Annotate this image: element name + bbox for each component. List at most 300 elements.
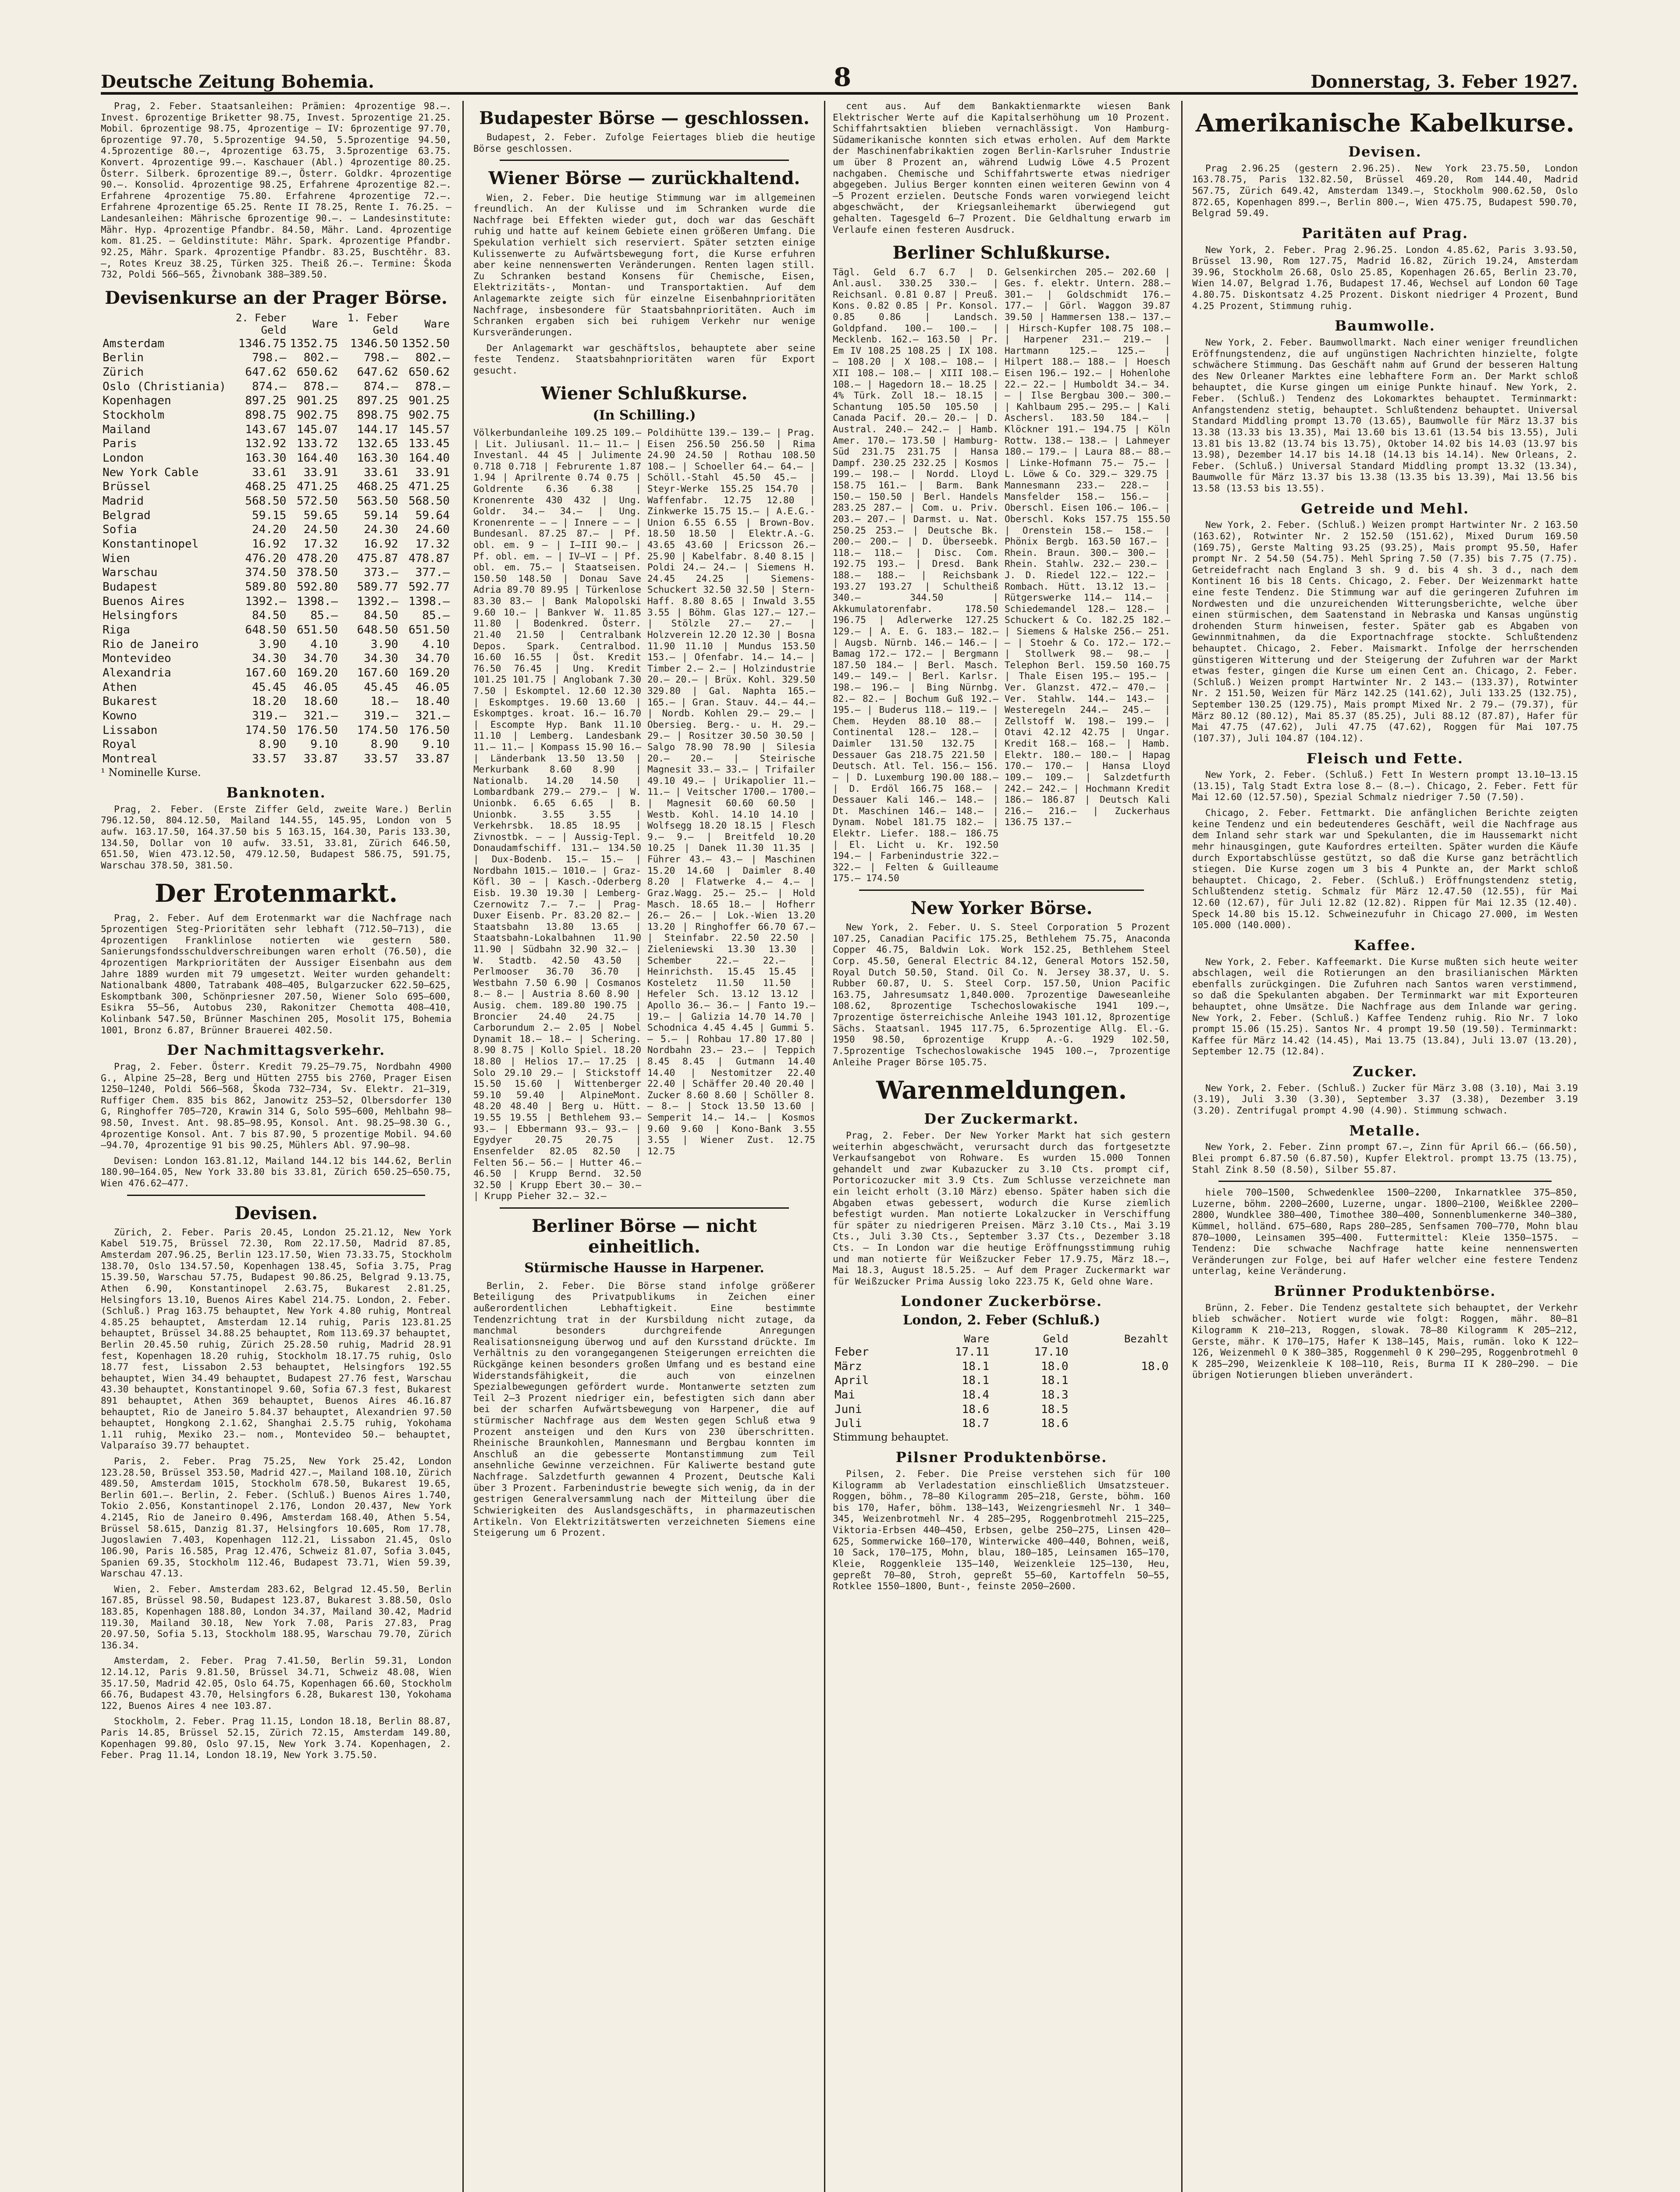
table-cell: 471.25 xyxy=(296,480,338,494)
table-cell: 33.91 xyxy=(415,466,450,479)
devisen-row xyxy=(101,337,451,351)
table-cell: 4.10 xyxy=(422,637,450,651)
kaffee-heading: Kaffee. xyxy=(1354,936,1416,954)
devisen-row xyxy=(101,380,451,394)
table-cell: 9.10 xyxy=(422,738,450,751)
table-cell: 16.92 xyxy=(252,537,287,551)
divider xyxy=(127,1195,425,1196)
table-cell: 164.40 xyxy=(408,451,450,465)
table-cell: 798.— xyxy=(364,351,398,365)
table-cell: 18.20 xyxy=(252,695,287,708)
banknoten-text: Prag, 2. Feber. (Erste Ziffer Geld, zweite Ware.) Berlin 796.12.50, 804.12.50, Mailand 144.55, 145.95, London von 5 aufw. 163.17.50, 164.37.50 bis 5 163.15, 164.30, Paris 133.30, 134.50, Dollar von 10 aufw. 33.51, 33.81, Zürich 646.50, 651.50, Wien 473.12.50, 479.12.50, Budapest 586.75, 591.75, Warschau 378.50, 381.50. xyxy=(101,804,451,871)
metalle-heading: Metalle. xyxy=(1349,1122,1421,1139)
pilsner-cont-text: hiele 700—1500, Schwedenklee 1500—2200, Inkarnatklee 375—850, Luzerne, böhm. 2200—2600, Luzerne, ungar. 1800—2100, Weißklee 2200—2800, Wundklee 380—400, Timothee 380—400, Sonnenblumenkerne 340—380, Kümmel, holländ. 675—680, Raps 280—285, Senfsamen 700—770, Mohn blau 870—1000, Leinsamen 395—400. Futtermittel: Kleie 1350—1575. — Tendenz: Die schwache Nachfrage hatte keine nennenswerten Veränderungen zur Folge, bei auf Hafer welcher eine festere Tendenz unterlag, keine Veränderung. xyxy=(1192,1187,1578,1277)
table-cell: 18.7 xyxy=(962,1417,990,1430)
table-cell: 59.14 xyxy=(364,509,398,522)
table-cell: 3.90 xyxy=(370,637,398,651)
table-cell: Riga xyxy=(103,623,130,637)
berlin-sub: Stürmische Hausse in Harpener. xyxy=(524,1260,764,1276)
table-cell: 18.1 xyxy=(962,1374,990,1388)
table-cell: 24.60 xyxy=(415,523,450,537)
zuckermarkt-text: Prag, 2. Feber. Der New Yorker Markt hat sich gestern weiterhin abgeschwächt, verursacht durch das fortgesetzte Verkaufsangebot von Rohware. Es wurden 15.000 Tonnen gehandelt und zwar Kubazucker zu 3.10 Cts. prompt cif, Portoricozucker mit 3.9 Cts. Zum Schlusse verzeichnete man ein leicht erholt (3.10 März) ebenso. Später haben sich die Abgaben etwas gebessert, wodurch die Kurse ziemlich befestigt wurden. Man notierte Lokalzucker in Verschiffung für später zu niedrigeren Preisen. März 3.10 Cts., Mai 3.19 Cts., Juli 3.30 Cts., September 3.37 Cts., Dezember 3.18 Cts. — In London war die heutige Eröffnungsstimmung ruhig und man notierte für Weißzucker Feber 17.9.75, März 18.—, Mai 18.3, August 18.5.25. — Auf dem Prager Zuckermarkt war für Weißzucker Prima Aussig loko 223.75 K, Geld ohne Ware. xyxy=(833,1130,1170,1287)
table-cell: 18.60 xyxy=(303,695,338,708)
table-cell: 902.75 xyxy=(296,408,338,422)
devisen-row xyxy=(101,365,451,380)
table-cell: 33.91 xyxy=(303,466,338,479)
kaffee-text: New York, 2. Feber. Kaffeemarkt. Die Kurse mußten sich heute weiter abschlagen, weil die Rotierungen an den brasilianischen Märkten ebenfalls zurückgingen. Die Zufuhren nach Santos waren verstimmend, so daß die Spekulanten abgaben. Der Terminmarkt war mit Exporteuren behauptet, ohne Umsätze. Die Nachfrage aus dem Inlande war gering. New York, 2. Feber. (Schluß.) Kaffee Tendenz ruhig. Rio Nr. 7 loko prompt 15.06 (15.25). Santos Nr. 4 prompt 19.50 (19.50). Terminmarkt: Kaffee für März 14.42 (14.45), Mai 13.75 (13.84), Juli 13.07 (13.20), September 12.75 (12.84). xyxy=(1192,956,1578,1057)
table-cell: 167.60 xyxy=(245,666,287,680)
devisen-row xyxy=(101,451,451,466)
zucker-row xyxy=(833,1374,1170,1388)
table-cell: 476.20 xyxy=(245,552,287,565)
column-rule xyxy=(1181,101,1183,2192)
table-cell: 34.30 xyxy=(364,652,398,665)
table-cell: Warschau xyxy=(103,566,158,580)
bruenner-heading: Brünner Produktenbörse. xyxy=(1274,1283,1496,1300)
table-cell: Konstantinopel xyxy=(103,537,199,551)
nachmittag-text: Prag, 2. Feber. Österr. Kredit 79.25—79.75, Nordbahn 4900 G., Alpine 25—28, Berg und Hütten 2755 bis 2760, Prager Eisen 1250—1240, Poldi 566—568, Škoda 732—734, Sv. Elektr. 21—319, Ruffiger Chem. 835 bis 862, Janowitz 253—52, Olbersdorfer 130 G, Ringhoffer 705—720, Krawin 314 G, Solo 595—600, Mehlbahn 98—98.50, Invest. Ant. 98.85—98.95, Konsol. Ant. 98.25—98.30 G., 4prozentige Konsol. Ant. 7 bis 87.90, 5 prozentige Mobil. 94.60—94.70, 4prozentige 91 bis 90.25, Mühlers Abl. 97.90—98. xyxy=(101,1061,451,1151)
table-cell: Buenos Aires xyxy=(103,594,185,608)
table-header-cell: 2. Feber Geld xyxy=(235,311,287,337)
table-cell: 169.20 xyxy=(296,666,338,680)
table-cell: Lissabon xyxy=(103,723,158,737)
paritaeten-heading: Paritäten auf Prag. xyxy=(1301,224,1469,242)
berlin-heading: Berliner Börse — nicht einheitlich. xyxy=(532,1215,757,1257)
nachmittag-heading: Der Nachmittagsverkehr. xyxy=(167,1042,386,1059)
getreide-text: New York, 2. Feber. (Schluß.) Weizen prompt Hartwinter Nr. 2 163.50 (163.62), Rotwinter Nr. 2 152.50 (151.62), Mixed Durum 169.50 (169.75), Gerste Malting 93.25 (93.25), Mais prompt 95.50, Hafer prompt Nr. 2 54.50 (54.75). Mehl Spring 7.50 (7.35) bis 7.75 (7.75). Getreidefracht nach England 3 sh. 9 d. bis 4 sh. 3 d., nach dem Kontinent 16 bis 18 Cents. Chicago, 2. Feber. Der Weizenmarkt hatte eine feste Tendenz. Die Stimmung war auf die geringeren Zufuhren im Nordwesten und die unzureichenden Witterungsberichte, welche über einen stürmischen, dem Saatenstand in Nebraska und Kansas ungünstig drohenden Sturm hinweisen, fester. Später gab es Abgaben von Gewinnmitnahmen, da die Exportnachfrage stockte. Schlußtendenz behauptet. Chicago, 2. Feber. Maismarkt. Infolge der herrschenden günstigeren Witterung und der Steigerung der Zufuhren war der Markt etwas fester, gingen die Kurse um einen Cent an. Chicago, 2. Feber. (Schluß.) Weizen prompt Hartwinter Nr. 2 143.— (133.37), Rotwinter Nr. 2 151.50, Weizen für März 142.25 (141.62), Juli 133.25 (132.75), September 130.25 (129.75), Mais prompt Mixed Nr. 2 79.— (79.37), für März 80.12 (80.12), Mai 85.37 (85.25), Juli 88.12 (87.87), Hafer für Mai 47.75 (47.62), Juli 47.75 (47.62), Roggen für Mai 107.75 (107.37), Juli 104.87 (104.12). xyxy=(1192,520,1578,744)
table-cell: Sofia xyxy=(103,523,137,537)
table-cell: 1346.50 xyxy=(350,337,398,350)
table-cell: 18.— xyxy=(370,695,398,708)
table-cell: 3.90 xyxy=(259,637,287,651)
table-cell: 18.0 xyxy=(1041,1359,1069,1373)
table-cell: Brüssel xyxy=(103,480,151,494)
devisen-row xyxy=(101,666,451,680)
table-cell: Belgrad xyxy=(103,509,151,522)
table-cell: Alexandria xyxy=(103,666,171,680)
table-cell: 319.— xyxy=(364,709,398,723)
table-header-cell: Ware xyxy=(964,1332,990,1345)
devisen-amsterdam-text: Amsterdam, 2. Feber. Prag 7.41.50, Berlin 59.31, London 12.14.12, Paris 9.81.50, Brüssel 34.71, Schweiz 48.08, Wien 35.17.50, Madrid 42.05, Oslo 64.75, Kopenhagen 66.60, Stockholm 66.76, Budapest 43.70, Helsingfors 6.28, Bukarest 130, Yokohama 122, Buenos Aires 4 nee 103.87. xyxy=(101,1655,451,1711)
table-header-cell: 1. Feber Geld xyxy=(347,311,398,337)
devisen-text: Prag 2.96.25 (gestern 2.96.25). New York 23.75.50, London 163.78.75, Paris 132.82.50, Brüssel 469.20, Rom 144.40, Madrid 567.75, Zürich 649.42, Amsterdam 1349.—, Stockholm 900.62.50, Oslo 872.65, Kopenhagen 899.—, Berlin 800.—, Wien 475.75, Budapest 590.70, Belgrad 59.49. xyxy=(1192,163,1578,219)
table-cell: 568.50 xyxy=(408,494,450,508)
table-cell: 132.92 xyxy=(245,437,287,451)
table-cell: 647.62 xyxy=(357,365,398,379)
table-cell: 45.45 xyxy=(252,680,287,694)
devisen-row xyxy=(101,651,451,666)
page-number: 8 xyxy=(833,62,852,92)
table-cell: 650.62 xyxy=(296,365,338,379)
table-cell: 145.07 xyxy=(296,423,338,436)
table-cell: 33.57 xyxy=(252,752,287,766)
table-cell: 59.64 xyxy=(415,509,450,522)
devisen-row xyxy=(101,752,451,766)
table-cell: 373.— xyxy=(364,566,398,580)
table-cell: Juli xyxy=(835,1417,862,1430)
zuckermarkt-heading: Der Zuckermarkt. xyxy=(924,1110,1079,1128)
table-cell: 8.90 xyxy=(370,738,398,751)
table-cell: 468.25 xyxy=(357,480,398,494)
table-cell: 478.87 xyxy=(408,552,450,565)
table-cell: New York Cable xyxy=(103,466,199,479)
table-cell: 18.40 xyxy=(415,695,450,708)
wiener-schluss-sub: (In Schilling.) xyxy=(593,407,696,423)
berlin-cont-text: cent aus. Auf dem Bankaktienmarkte wiesen Bank Elektrischer Werte auf die Kapitalserhöhung um 10 Prozent. Schiffahrtsaktien blieben vernachlässigt. Von Hamburg-Südamerikanische konnten sich etwas erholen. Auf dem Markte der Maschinenfabrikaktien zogen Berlin-Karlsruher Industrie um über 8 Prozent an, während Ludwig Löwe 4.5 Prozent nachgaben. Chemische und Schiffahrtswerte etwas niedriger abgegeben. Julius Berger konnten einen weiteren Gewinn von 4—5 Prozent erzielen. Deutsche Fonds waren vorwiegend leicht abgeschwächt, der Kriegsanleihemarkt überwiegend gut gehalten. Tagesgeld 6—7 Prozent. Die Geldhaltung erwarb im Verlaufe einen festeren Ausdruck. xyxy=(833,101,1170,235)
table-header-cell: Ware xyxy=(313,318,338,331)
devisen-row xyxy=(101,580,451,594)
devisen-row xyxy=(101,537,451,552)
bruenner-text: Brünn, 2. Feber. Die Tendenz gestaltete sich behauptet, der Verkehr blieb schwächer. Notiert wurde wie folgt: Roggen, mähr. 80—81 Kilogramm K 210—213, Roggen, slowak. 78—80 Kilogramm K 205—212, Gerste, mähr. K 170—175, Hafer K 138—145, Mais, rumän. loko K 122—126, Weizenmehl 0 K 380—385, Roggenmehl 0 K 290—295, Roggenbrotmehl 0 K 285—290, Weizenkleie K 108—110, Reis, Burma II K 280—290. — Die übrigen Notierungen blieben unverändert. xyxy=(1192,1302,1578,1381)
london-zucker-sub: London, 2. Feber (Schluß.) xyxy=(903,1313,1100,1328)
table-cell: Mai xyxy=(835,1388,855,1402)
zucker-row xyxy=(833,1388,1170,1402)
fettmarkt-text: Chicago, 2. Feber. Fettmarkt. Die anfänglichen Berichte zeigten keine Tendenz und ein bedeutenderes Geschäft, weil die Nachfrage aus dem Inland sehr stark war und Spekulanten, die im Haussemarkt nicht mehr hinausgingen, gute Kaufordres erteilten. Später wurden die Käufe durch Exportabschlüsse gestützt, so daß die Kurse ganz beträchtlich stiegen. Die Kurse zogen um 3 bis 4 Punkte an, der Markt schloß behauptet. Chicago, 2. Feber. (Schluß.) Eröffnungstendenz stetig, Schlußtendenz stetig. Schmalz für März 12.47.50 (12.55), für Mai 12.60 (12.67), für Juli 12.82 (12.82). Rippen für Mai 12.35 (12.40). Speck 14.80 bis 15.12. Schweinezufuhr in Chicago 27.000, im Westen 105.000 (140.000). xyxy=(1192,808,1578,931)
table-cell: 17.32 xyxy=(415,537,450,551)
table-cell: Stockholm xyxy=(103,408,164,422)
table-cell: Oslo (Christiania) xyxy=(103,380,226,393)
devisen-row xyxy=(101,523,451,537)
table-cell: 1392.— xyxy=(245,594,287,608)
table-cell: 648.50 xyxy=(357,623,398,637)
table-header-cell: Ware xyxy=(424,318,450,331)
table-cell: 897.25 xyxy=(357,394,398,408)
masthead-left: Deutsche Zeitung Bohemia. xyxy=(101,71,374,92)
table-cell: 802.— xyxy=(303,351,338,365)
table-cell: 1392.— xyxy=(357,594,398,608)
london-zucker-table xyxy=(833,1333,1170,1431)
devisen-row xyxy=(101,709,451,723)
table-cell: 144.17 xyxy=(357,423,398,436)
table-cell: 592.77 xyxy=(408,580,450,594)
table-cell: 18.5 xyxy=(1041,1402,1069,1416)
table-cell: 568.50 xyxy=(245,494,287,508)
table-cell xyxy=(1070,1402,1170,1417)
table-cell: 18.6 xyxy=(1041,1417,1069,1430)
zucker-row xyxy=(833,1416,1170,1431)
table-cell: 9.10 xyxy=(310,738,338,751)
table-cell: 1352.75 xyxy=(290,337,338,350)
table-header-cell xyxy=(833,1333,912,1345)
wien-text-2: Der Anlagemarkt war geschäftslos, behauptete aber seine feste Tendenz. Staatsbahnprioritäten waren für Export gesucht. xyxy=(473,342,815,376)
table-cell: Montreal xyxy=(103,752,158,766)
footnote: ¹ Nominelle Kurse. xyxy=(101,766,201,779)
table-cell: 1398.— xyxy=(296,594,338,608)
divider xyxy=(500,1207,789,1209)
table-cell: 901.25 xyxy=(296,394,338,408)
devisen-row xyxy=(101,437,451,451)
table-cell: 163.30 xyxy=(357,451,398,465)
devisen-row xyxy=(101,594,451,609)
table-cell: 133.45 xyxy=(408,437,450,451)
new-york-heading: New Yorker Börse. xyxy=(910,898,1093,919)
london-zucker-foot: Stimmung behauptet. xyxy=(833,1430,949,1443)
banknoten-heading: Banknoten. xyxy=(226,784,326,801)
column-rule xyxy=(462,101,464,2192)
table-cell: 651.50 xyxy=(296,623,338,637)
table-cell: 169.20 xyxy=(408,666,450,680)
devisen-row xyxy=(101,394,451,408)
warenmeldungen-heading: Warenmeldungen. xyxy=(876,1076,1127,1105)
table-header-cell: Geld xyxy=(1043,1332,1069,1345)
table-cell: Paris xyxy=(103,437,137,451)
erotenmarkt-text: Prag, 2. Feber. Auf dem Erotenmarkt war die Nachfrage nach 5prozentigen Steg-Prioritäten sehr lebhaft (712.50—713), die 4prozentigen Franklinlose notierten wie gestern 580. Sanierungsfondsschuldverschreibungen waren erholt (76.50), die 4prozentigen Markprioritäten der Aussiger Eisenbahn aus dem Jahre 1889 wurden mit 79 umgesetzt. Weiter wurden gehandelt: Nationalbank 4800, Tatrabank 408—405, Bulgarzucker 622.50—625, Eskomptbank 300, Schönpriesner 207.50, Wiener Solo 695—600, Esikra 55—56, Autobus 230, Rakonitzer Chemotta 408—410, Kolinbank 547.50, Brünner Maschinen 205, Mosolit 175, Bohemia 1001, Bronz 6.87, Brünner Brauerei 402.50. xyxy=(101,912,451,1036)
table-cell: 18.6 xyxy=(962,1402,990,1416)
fleisch-text: New York, 2. Feber. (Schluß.) Fett In Western prompt 13.10—13.15 (13.15), Talg Stadt Extra lose 8.— (8.—). Chicago, 2. Feber. Fett für Mai 12.60 (12.57.50), Spezial Schmalz niedriger 7.50 (7.50). xyxy=(1192,769,1578,803)
table-cell: Zürich xyxy=(103,365,144,379)
table-cell: 176.50 xyxy=(408,723,450,737)
divider xyxy=(500,160,789,161)
table-cell: 902.75 xyxy=(408,408,450,422)
table-cell: 898.75 xyxy=(245,408,287,422)
table-cell: 378.50 xyxy=(296,566,338,580)
wien-heading: Wiener Börse — zurückhaltend. xyxy=(488,168,800,189)
table-cell: 651.50 xyxy=(408,623,450,637)
devisen-row xyxy=(101,566,451,580)
london-zucker-heading: Londoner Zuckerbörse. xyxy=(900,1293,1103,1310)
table-cell: London xyxy=(103,451,144,465)
nachmittag-devisen: Devisen: London 163.81.12, Mailand 144.12 bis 144.62, Berlin 180.90—164.05, New York 33.80 bis 33.81, Zürich 650.25—650.75, Wien 476.62—477. xyxy=(101,1155,451,1189)
table-cell: Juni xyxy=(835,1402,862,1416)
erotenmarkt-heading: Der Erotenmarkt. xyxy=(154,879,398,908)
budapest-heading: Budapester Börse — geschlossen. xyxy=(479,108,810,128)
table-cell: April xyxy=(835,1374,869,1388)
table-cell: 34.30 xyxy=(252,652,287,665)
table-cell: 24.20 xyxy=(252,523,287,537)
table-cell: 34.70 xyxy=(303,652,338,665)
table-cell: 321.— xyxy=(415,709,450,723)
table-cell xyxy=(1070,1388,1170,1402)
table-cell: 164.40 xyxy=(296,451,338,465)
devisen-row xyxy=(101,737,451,752)
baumwolle-text: New York, 2. Feber. Baumwollmarkt. Nach einer weniger freundlichen Eröffnungstendenz, die auf ungünstigen Nachrichten hinzielte, folgte schwächere Stimmung. Das Geschäft nahm auf Grund der besseren Haltung des New Orleaner Marktes eine lebhaftere Form an. Der Markt schloß behauptet, die Kurse gingen um einige Punkte hinauf. New York, 2. Feber. (Schluß.) Tendenz des Lokomarktes behauptet. Terminmarkt: Anfangstendenz stetig, behauptet. Schlußtendenz behauptet. Universal Standard Middling prompt 13.70 (13.65), Baumwolle für März 13.37 bis 13.38 (13.33 bis 13.35), Mai 13.60 bis 13.61 (13.54 bis 13.55), Juli 13.81 bis 13.82 (13.74 bis 13.75), Oktober 14.02 bis 14.03 (13.97 bis 13.98), Dezember 14.17 bis 14.18 (14.13 bis 14.14). New Orleans, 2. Feber. (Schluß.) Universal Standard Middling prompt 13.32 (13.34), Baumwolle für März 13.37 bis 13.38 (13.35 bis 13.39), Mai 13.56 bis 13.58 (13.53 bis 13.55). xyxy=(1192,337,1578,494)
table-cell: 143.67 xyxy=(245,423,287,436)
page-header xyxy=(101,62,1578,95)
table-cell: 163.30 xyxy=(245,451,287,465)
table-cell xyxy=(1070,1374,1170,1388)
table-cell: 1346.75 xyxy=(238,337,287,350)
table-cell: 16.92 xyxy=(364,537,398,551)
zucker-row xyxy=(833,1402,1170,1417)
table-cell: 1352.50 xyxy=(401,337,450,350)
table-cell: 377.— xyxy=(415,566,450,580)
table-cell: 45.45 xyxy=(364,680,398,694)
table-cell: 901.25 xyxy=(408,394,450,408)
berlin-text: Berlin, 2. Feber. Die Börse stand infolge größerer Beteiligung des Privatpublikums in Zeichen einer außerordentlichen Lebhaftigkeit. Eine bestimmte Tendenzrichtung trat in der Kursbildung nicht zutage, da manchmal besonders durchgreifende Anregungen Realisationsneigung überwog und auf den Kursstand drückte. Im Verhältnis zu den vorangegangenen Steigerungen erreichten die Rückgänge keinen besonders großen Umfang und es bestand eine Widerstandsfähigkeit, die auch von einzelnen Spezialbewegungen gefördert wurde. Montanwerte setzten zum Teil 2—3 Prozent niedriger ein, befestigten sich dann aber bei der scharfen Aufwärtsbewegung von Harpener, die auf stürmischer Nachfrage aus dem Westen gegen Schluß etwa 9 Prozent ansteigen und den Kurs von 230 überschritten. Rheinische Braunkohlen, Mannesmann und Bergbau konnten im Anschluß an die gebesserte Montanstimmung zum Teil ansehnliche Gewinne verzeichnen. Für Kaliwerte bestand gute Nachfrage. Salzdetfurth gewannen 4 Prozent, Deutsche Kali über 3 Prozent. Farbenindustrie bewegte sich wenig, da in der gestrigen Generalversammlung nach der Mitteilung über die Schwierigkeiten des Auslandsgeschäfts, in pharmazeutischen Artikeln. Von Elektrizitätswerten verzeichneten Siemens eine Steigerung um 6 Prozent. xyxy=(473,1280,815,1538)
devisen-stockholm-text: Stockholm, 2. Feber. Prag 11.15, London 18.18, Berlin 88.87, Paris 14.85, Brüssel 52.15, Zürich 72.15, Amsterdam 149.80, Kopenhagen 99.80, Oslo 97.15, New York 3.74. Kopenhagen, 2. Feber. Prag 11.14, London 18.19, New York 3.75.50. xyxy=(101,1716,451,1761)
table-cell: 475.87 xyxy=(357,552,398,565)
table-cell: 478.20 xyxy=(296,552,338,565)
wiener-schluss-left: Völkerbundanleihe 109.25 109.— | Lit. Juliusanl. 11.— 11.— | Investanl. 44 45 | Julimente 0.718 0.718 | Februrente 1.87 1.94 | Aprilrente 0.74 0.75 | Goldrente 6.36 6.38 | Kronenrente 430 432 | Ung. Goldr. 34.— 34.— | Ung. Kronenrente — — | Innere — — | Bundesanl. 87.25 87.— | Pf. obl. em. 9 — | I—III 90.— | Pf. obl. em. — | IV—VI — | Pf. obl. em. 75.— | Staatseisen. 150.50 148.50 | Donau Save Adria 89.70 89.95 | Türkenlose 83.30 83.— | Bank Malopolski 9.60 10.— | Bankver W. 11.85 11.80 | Bodenkred. Österr. 21.40 21.50 | Centralbank Depos. Spark. Centralbod. 16.60 16.55 | Öst. Kredit 76.50 76.45 | Ung. Kredit 101.25 101.75 | Anglobank 7.30 7.50 | Eskomptel. 12.60 12.30 | Eskomptges. 19.60 13.60 | Eskomptges. kroat. 16.— 16.70 | Escompte Hyp. Bank 11.10 11.10 | Lemberg. Landesbank 11.— 11.— | Kompass 15.90 16.— | Länderbank 13.50 13.50 | Merkurbank 8.60 8.90 | Nationalb. 14.20 14.50 | Lombardbank 279.— 279.— | W. Unionbk. 6.65 6.65 | B. Unionbk. 3.55 3.55 | Verkehrsbk. 18.85 18.95 | Zivnostbk. — — | Aussig-Tepl. Donaudamfschiff. 131.— 134.50 | Dux-Bodenb. 15.— 15.— | Nordbahn 1015.— 1010.— | Graz-Köfl. 30 — | Kasch.-Oderberg Eisb. 19.30 19.30 | Lemberg-Czernowitz 7.— 7.— | Prag-Duxer Eisenb. Pr. 83.20 82.— | Staatsbahn 13.80 13.65 | Staatsbahn-Lokalbahnen 11.90 11.90 | Südbahn 32.90 32.— | W. Stadtb. 42.50 43.50 | Perlmooser 36.70 36.70 | Westbahn 7.50 6.90 | Cosmanos 8.— 8.— | Austria 8.60 8.90 | Ausig. chem. 189.80 190.75 | Broncier 24.40 24.75 | Carborundum 2.— 2.05 | Nobel Dynamit 18.— 18.— | Schering. 8.90 8.75 | Kollo Spiel. 18.20 18.80 | Helios 17.— 17.25 | Solo 29.10 29.— | Stickstoff 15.50 15.60 | Wittenberger 59.10 59.40 | AlpineMont. 48.20 48.40 | Berg u. Hütt. 19.55 19.55 | Bethlehem 93.— 93.— | Ebbermann 93.— 93.— | Egydyer 20.75 20.75 | Ensenfelder 82.05 82.50 | Felten 56.— 56.— | Hutter 46.— 46.50 | Krupp Bernd. 32.50 32.50 | Krupp Ebert 30.— 30.— | Krupp Pieher 32.— 32.— xyxy=(473,427,641,1202)
table-cell: März xyxy=(835,1359,862,1373)
table-cell: Kowno xyxy=(103,709,137,723)
table-cell: 176.50 xyxy=(296,723,338,737)
table-cell: 84.50 xyxy=(252,609,287,623)
table-cell: 34.70 xyxy=(415,652,450,665)
wiener-schluss-table xyxy=(473,427,815,1202)
table-cell: 133.72 xyxy=(296,437,338,451)
table-cell: 18.1 xyxy=(1041,1374,1069,1388)
devisen-wien-text: Wien, 2. Feber. Amsterdam 283.62, Belgrad 12.45.50, Berlin 167.85, Brüssel 98.50, Budapest 123.87, Bukarest 3.88.50, Oslo 183.85, Kopenhagen 188.80, London 34.37, Mailand 30.42, Madrid 119.30, Mailand 30.18, New York 7.08, Paris 27.83, Prag 20.97.50, Sofia 5.13, Stockholm 188.95, Warschau 79.70, Zürich 136.34. xyxy=(101,1584,451,1651)
devisen-row xyxy=(101,723,451,738)
devisen-heading: Devisen. xyxy=(1348,143,1422,160)
devisen-row xyxy=(101,552,451,566)
table-cell: 374.50 xyxy=(245,566,287,580)
table-cell: 33.57 xyxy=(364,752,398,766)
wien-text: Wien, 2. Feber. Die heutige Stimmung war im allgemeinen freundlich. An der Kulisse und im Schranken wurde die Nachfrage bei Effekten wieder gut, doch war das Geschäft ruhig und hatte auf keinem Gebiete einen größeren Umfang. Die Spekulation verhielt sich reserviert. Später setzten einige Kulissenwerte zu Aufwärtsbewegung fort, die Kurse erfuhren aber keine nennenswerten Veränderungen. Renten lagen still. Zu Schranken bestand Konsens für Chemische, Eisen, Elektrizitäts-, Montan- und Transportaktien. Auf dem Anlagemarkte zeigte sich für einzelne Eisenbahnprioritäten Nachfrage, insbesondere für Staatsbahnprioritäten. Auch im Schranken ergaben sich bei ruhigem Verkehr nur wenige Kursveränderungen. xyxy=(473,192,815,338)
devisen-table xyxy=(101,312,451,766)
staatsanleihen-text: Prag, 2. Feber. Staatsanleihen: Prämien: 4prozentige 98.—. Invest. 6prozentige Briketter 98.75, Invest. 5prozentige 21.25. Mobil. 6prozentige 98.75, 4prozentige — IV: 6prozentige 97.70, 6prozentige 97.70, 5.5prozentige 94.50, 5.5prozentige 94.50, 4.5prozentige 80.—, 4prozentige 63.75, 3.5prozentige 63.75. Konvert. 4prozentige 99.—. Kaschauer (Abl.) 4prozentige 80.25. Österr. Silberk. 6prozentige 89.—, Österr. Goldkr. 4prozentige 90.—. Konsolid. 4prozentige 98.25, Erfahrene 4prozentige 82.—. Erfahrene 4prozentige 75.80. Erfahrene 4prozentige 72.—. Erfahrene 4prozentige 65.25. Rente II 78.25, Rente I. 76.25. — Landesanleihen: Mährische 6prozentige 90.—. — Landesinstitute: Mähr. Hyp. 4prozentige Pfandbr. 84.50, Mähr. Land. 4prozentige kom. 81.25. — Geldinstitute: Mähr. Spark. 4prozentige Pfandbr. 92.25, Mähr. Spark. 4prozentige Pfandbr. 83.25, Buschtěhr. 83.—, Rotes Kreuz 38.25, Türken 325. Theiß 26.—. Termine: Škoda 732, Poldi 566—565, Živnobank 388—389.50. xyxy=(101,101,451,280)
table-cell: 33.61 xyxy=(252,466,287,479)
baumwolle-heading: Baumwolle. xyxy=(1335,317,1435,334)
wiener-schluss-heading: Wiener Schlußkurse. xyxy=(541,383,748,404)
table-cell: Helsingfors xyxy=(103,609,178,623)
metalle-text: New York, 2. Feber. Zinn prompt 67.—, Zinn für April 66.— (66.50), Blei prompt 6.87.50 (6.87.50), Kupfer Elektrol. prompt 13.75 (13.75), Stahl Zink 8.50 (8.50), Silber 55.87. xyxy=(1192,1142,1578,1175)
table-cell: Athen xyxy=(103,680,137,694)
devisen-row xyxy=(101,494,451,509)
table-cell: 874.— xyxy=(252,380,287,393)
table-cell: Mailand xyxy=(103,423,151,436)
table-cell: Rio de Janeiro xyxy=(103,637,199,651)
table-cell: 174.50 xyxy=(245,723,287,737)
table-cell: 4.10 xyxy=(310,637,338,651)
kabelkurse-heading: Amerikanische Kabelkurse. xyxy=(1195,109,1575,138)
table-cell: Kopenhagen xyxy=(103,394,171,408)
table-cell: 46.05 xyxy=(415,680,450,694)
table-cell: 592.80 xyxy=(296,580,338,594)
table-cell: 647.62 xyxy=(245,365,287,379)
table-cell: 8.90 xyxy=(259,738,287,751)
table-cell: 563.50 xyxy=(357,494,398,508)
devisen-row xyxy=(101,623,451,637)
devisen-row xyxy=(101,509,451,523)
devisen-row xyxy=(101,466,451,480)
table-cell: 589.77 xyxy=(357,580,398,594)
table-cell: 145.57 xyxy=(408,423,450,436)
paritaeten-text: New York, 2. Feber. Prag 2.96.25. London 4.85.62, Paris 3.93.50, Brüssel 13.90, Rom 127.75, Madrid 16.82, Zürich 19.24, Amsterdam 39.96, Stockholm 26.68, Oslo 25.85, Kopenhagen 26.65, Berlin 23.70, Wien 14.07, Belgrad 1.76, Budapest 17.46, Wechsel auf London 60 Tage 4.80.75. Diskontsatz 4.25 Prozent. Diskont niedriger 4 Prozent, Bund 4.25 Prozent, Stimmung ruhig. xyxy=(1192,244,1578,311)
table-cell: Feber xyxy=(835,1345,869,1359)
table-cell: 167.60 xyxy=(357,666,398,680)
berliner-schluss-heading: Berliner Schlußkurse. xyxy=(892,242,1111,263)
divider xyxy=(859,890,1144,891)
table-cell: 18.4 xyxy=(962,1388,990,1402)
table-cell: 33.87 xyxy=(303,752,338,766)
table-cell: Madrid xyxy=(103,494,144,508)
column-3 xyxy=(833,101,1170,2192)
table-cell: 84.50 xyxy=(364,609,398,623)
devisen-row xyxy=(101,680,451,695)
masthead-date: Donnerstag, 3. Feber 1927. xyxy=(1311,71,1578,92)
table-cell: 85.— xyxy=(310,609,338,623)
table-cell: 17.11 xyxy=(955,1345,990,1359)
new-york-text: New York, 2. Feber. U. S. Steel Corporation 5 Prozent 107.25, Canadian Pacific 175.25, Bethlehem 75.75, Anaconda Copper 46.75, Baldwin Lok. Work 152.25, Bethlehem Steel Corp. 45.50, General Electric 84.12, General Motors 152.50, Royal Dutch 50.50, Stand. Oil Co. N. Jersey 38.37, U. S. Rubber 60.87, U. S. Steel Corp. 157.50, Union Pacific 163.75, Jahresumsatz 1,840.000. 7prozentige Daweseanleihe 108.62, 8prozentige Tschechoslowakische 1941 109.—, 7prozentige österreichische Anleihe 1943 101.12, 8prozentige Sächs. Staatsanl. 1945 117.75, 6.5prozentige Allg. El.-G. 1950 98.50, 6prozentige Krupp A.-G. 1929 102.50, 7.5prozentige Tschechoslowakische 1945 100.—, 7prozentige Anleihe Prager Börse 105.75. xyxy=(833,922,1170,1068)
table-cell: Bukarest xyxy=(103,695,158,708)
budapest-text: Budapest, 2. Feber. Zufolge Feiertages blieb die heutige Börse geschlossen. xyxy=(473,132,815,154)
table-cell: 18.1 xyxy=(962,1359,990,1373)
table-cell: 17.32 xyxy=(303,537,338,551)
devisen-row xyxy=(101,694,451,709)
table-cell: 85.— xyxy=(422,609,450,623)
table-cell: 1398.— xyxy=(408,594,450,608)
table-header-cell xyxy=(101,312,228,337)
zucker-heading: Zucker. xyxy=(1353,1063,1417,1080)
devisen-row xyxy=(101,608,451,623)
table-cell: 802.— xyxy=(415,351,450,365)
table-cell: 589.80 xyxy=(245,580,287,594)
zucker-row xyxy=(833,1359,1170,1374)
table-cell: 46.05 xyxy=(303,680,338,694)
column-1 xyxy=(101,101,451,2192)
table-cell: 897.25 xyxy=(245,394,287,408)
table-cell: 798.— xyxy=(252,351,287,365)
table-cell: 471.25 xyxy=(408,480,450,494)
table-cell: 878.— xyxy=(415,380,450,393)
pilsner-text: Pilsen, 2. Feber. Die Preise verstehen sich für 100 Kilogramm ab Verladestation einschließlich Umsatzsteuer. Roggen, böhm., 78—80 Kilogramm 205—218, Gerste, böhm. 160 bis 170, Hafer, böhm. 138—143, Weizengriesmehl Nr. 1 340—345, Weizenbrotmehl Nr. 4 285—295, Roggenbrotmehl 215—225, Viktoria-Erbsen 440—450, Erbsen, gelbe 250—275, Linsen 420—625, Sommerwicke 160—170, Winterwicke 400—440, Bohnen, weiß, 10 Sack, 170—175, Mohn, blau, 180—185, Leinsamen 165—170, Kleie, Roggenkleie 135—140, Weizenkleie 125—130, Heu, gepreßt 70—80, Stroh, gepreßt 55—60, Kartoffeln 50—55, Rotklee 1550—1800, Bunt-, feinste 2050—2600. xyxy=(833,1469,1170,1592)
table-cell xyxy=(1070,1416,1170,1431)
table-cell: 17.10 xyxy=(1034,1345,1069,1359)
berliner-schluss-right: Gelsenkirchen 205.— 202.60 | Ges. f. elektr. Untern. 288.— 301.— | Goldschmidt 176.— 177.— | Görl. Waggon 39.87 39.50 | Hammersen 138.— 137.— | Hirsch-Kupfer 108.75 108.— | Harpener 231.— 219.— | Hartmann 125.— 125.— | Hilpert 188.— 188.— | Hoesch Eisen 196.— 192.— | Hohenlohe 22.— 22.— | Humboldt 34.— 34.— | Ilse Bergbau 300.— 300.— | Kahlbaum 295.— 295.— | Kali Aschersl. 183.50 184.— | Klöckner 191.— 194.75 | Köln Rottw. 138.— 138.— | Lahmeyer 180.— 179.— | Laura 88.— 88.— | Linke-Hofmann 75.— 75.— | L. Löwe & Co. 329.— 329.75 | Mannesmann 233.— 228.— | Mansfelder 158.— 156.— | Oberschl. Eisen 106.— 106.— | Oberschl. Koks 157.75 155.50 | Orenstein 158.— 158.— | Phönix Bergb. 163.50 167.— | Rhein. Braun. 300.— 300.— | Rhein. Stahlw. 232.— 230.— | J. D. Riedel 122.— 122.— | Rombach. Hütt. 13.12 13.— | Rütgerswerke 114.— 114.— | Schiedemandel 128.— 128.— | Schuckert & Co. 182.25 182.— | Siemens & Halske 256.— 251.— | Stoehr & Co. 172.— 172.— | Stollwerk 98.— 98.— | Telephon Berl. 159.50 160.75 | Thale Eisen 195.— 195.— | Ver. Glanzst. 472.— 470.— | Ver. Stahlw. 144.— 143.— | Westeregeln 244.— 245.— | Zellstoff W. 198.— 199.— | Otavi 42.12 42.75 | Ungar. Kredit 168.— 168.— | Hamb. Elektr. 180.— 180.— | Hapag 170.— 170.— | Hansa Lloyd 109.— 109.— | Salzdetfurth 242.— 242.— | Hochmann Kredit 186.— 186.87 | Deutsch Kali 216.— 216.— | Zuckerhaus 136.75 137.— xyxy=(1005,267,1170,828)
wiener-schluss-right: Poldihütte 139.— 139.— | Prag. Eisen 256.50 256.50 | Rima 24.90 24.50 | Rothau 108.50 108.— | Schoeller 64.— 64.— | Schöll.-Stahl 45.50 45.— | Steyr-Werke 155.25 154.70 | Waffenfabr. 12.75 12.80 | Zinkwerke 15.75 15.— | A.E.G.-Union 6.55 6.55 | Brown-Bov. 18.50 18.50 | Elektr.A.-G. 43.65 43.60 | Ericsson 26.— 25.90 | Kabelfabr. 8.40 8.15 | Poldi 24.— 24.— | Siemens H. 24.45 24.25 | Siemens-Schuckert 32.50 32.50 | Stern-Haff. 8.80 8.65 | Inwald 3.55 3.55 | Böhm. Glas 127.— 127.— | Stölzle 27.— 27.— | Holzverein 12.20 12.30 | Bosna 11.90 11.10 | Mundus 153.50 153.— | Ofenfabr. 14.— 14.— | Timber 2.— 2.— | Holzindustrie 20.— 20.— | Brüx. Kohl. 329.50 329.80 | Gal. Naphta 165.— 165.— | Gran. Stauv. 44.— 44.— | Nordb. Kohlen 29.— 29.— | Obersieg. Berg.- u. H. 29.— 29.— | Rositzer 30.50 30.50 | Salgo 78.90 78.90 | Silesia 20.— 20.— | Steirische Magnesit 33.— 33.— | Trifailer 49.10 49.— | Urikapolier 11.— 11.— | Veitscher 1700.— 1700.— | Magnesit 60.60 60.50 | Westb. Kohl. 14.10 14.10 | Wolfsegg 18.20 18.15 | Flesch 9.— 9.— | Breitfeld 10.20 10.25 | Danek 11.30 11.35 | Führer 43.— 43.— | Maschinen 15.20 14.60 | Daimler 8.40 8.20 | Flatwerke 4.— 4.— | Graz.Wagg. 25.— 25.— | Hold Masch. 18.65 18.— | Hofherr 26.— 26.— | Lok.-Wien 13.20 13.20 | Ringhoffer 66.70 67.— | Steinfabr. 22.50 22.50 | Zieleniewski 13.30 13.30 | Schember 22.— 22.— | Heinrichsth. 15.45 15.45 | Kosteletz 11.50 11.50 | Hefeler Sch. 13.12 13.12 | Apollo 36.— 36.— | Fanto 19.— 19.— | Galizia 14.70 14.70 | Schodnica 4.45 4.45 | Gummi 5.— 5.— | Rohbau 17.80 17.80 | Nordbahn 23.— 23.— | Teppich 8.45 8.45 | Gutmann 14.40 14.40 | Nestomitzer 22.40 22.40 | Schäffer 20.40 20.40 | Zucker 8.60 8.60 | Schöller 8.— 8.— | Stock 13.50 13.60 | Semperit 14.— 14.— | Kosmos 9.60 9.60 | Kono-Bank 3.55 3.55 | Wiener Zust. 12.75 12.75 xyxy=(647,427,815,1156)
devisen-paris-text: Paris, 2. Feber. Prag 75.25, New York 25.42, London 123.28.50, Brüssel 353.50, Madrid 427.—, Mailand 108.10, Zürich 489.50, Amsterdam 1015, Stockholm 678.50, Bukarest 19.65, Berlin 601.—. Berlin, 2. Feber. (Schluß.) Buenos Aires 1.740, Tokio 2.056, Konstantinopel 2.176, London 20.437, New York 4.2145, Rio de Janeiro 0.496, Amsterdam 168.40, Athen 5.54, Brüssel 58.615, Danzig 81.37, Helsingfors 10.605, Rom 17.78, Jugoslawien 7.403, Kopenhagen 112.21, Lissabon 21.45, Oslo 106.90, Paris 16.585, Prag 12.476, Schweiz 81.07, Sofia 3.045, Spanien 69.35, Stockholm 112.46, Budapest 73.71, Wien 59.39, Warschau 47.13. xyxy=(101,1456,451,1579)
fleisch-heading: Fleisch und Fette. xyxy=(1307,750,1463,767)
table-cell: 468.25 xyxy=(245,480,287,494)
table-cell: 874.— xyxy=(364,380,398,393)
table-cell: 174.50 xyxy=(357,723,398,737)
table-cell: 321.— xyxy=(303,709,338,723)
zucker-text: New York, 2. Feber. (Schluß.) Zucker für März 3.08 (3.10), Mai 3.19 (3.19), Juli 3.30 (3.30), September 3.37 (3.38), Dezember 3.19 (3.20). Zentrifugal prompt 4.90 (4.90). Stimmung schwach. xyxy=(1192,1082,1578,1116)
table-cell: Royal xyxy=(103,738,137,751)
table-header-cell: Bezahlt xyxy=(1124,1332,1169,1345)
column-4 xyxy=(1192,101,1578,2192)
berliner-schluss-left: Tägl. Geld 6.7 6.7 | D. Anl.ausl. 330.25 330.— | Reichsanl. 0.81 0.87 | Preuß. Kons. 0.82 0.85 | Pr. Konsol. 0.85 0.86 | Landsch. Goldpfand. 100.— 100.— | Mecklenb. 162.— 163.50 | Pr. Em IV 108.25 108.25 | IX 108.— 108.20 | X 108.— 108.— | XII 108.— 108.— | XIII 108.— 108.— | Hagedorn 18.— 18.25 | 4% Türk. Zoll 18.— 18.15 | Schantung 105.50 105.50 | Canada Pacif. 20.— 20.— | D. Austral. 240.— 242.— | Hamb. Amer. 170.— 173.50 | Hamburg-Süd 231.75 231.75 | Hansa Dampf. 230.25 232.25 | Kosmos 199.— 198.— | Nordd. Lloyd 158.75 161.— | Barm. Bank 150.— 150.50 | Berl. Handels 283.25 287.— | Com. u. Priv. 203.— 207.— | Darmst. u. Nat. 250.25 253.— | Deutsche Bk. 200.— 200.— | D. Überseebk. 118.— 118.— | Disc. Com. 192.75 193.— | Dresd. Bank 188.— 188.— | Reichsbank 193.27 193.27 | Schultheiß 340.— 344.50 | Akkumulatorenfabr. 178.50 196.75 | Adlerwerke 127.25 129.— | A. E. G. 183.— 182.— | Augsb. Nürnb. 146.— 146.— | Bamag 172.— 172.— | Bergmann 187.50 184.— | Berl. Masch. 149.— 149.— | Berl. Karlsr. 198.— 196.— | Bing Nürnbg. 82.— 82.— | Bochum Guß 192.— 195.— | Buderus 118.— 119.— | Chem. Heyden 88.10 88.— | Continental 128.— 128.— | Daimler 131.50 132.75 | Dessauer Gas 218.75 221.50 | Deutsch. Atl. Tel. 156.— 156.— | D. Luxemburg 190.00 188.— | D. Erdöl 166.75 168.— | Dessauer Kali 146.— 148.— | Dt. Maschinen 146.— 148.— | Dynam. Nobel 181.75 182.— | Elektr. Liefer. 188.— 186.75 | El. Licht u. Kr. 192.50 194.— | Farbenindustrie 322.— 322.— | Felten & Guilleaume 175.— 174.50 xyxy=(833,267,998,884)
table-cell: 24.50 xyxy=(303,523,338,537)
table-cell: 572.50 xyxy=(296,494,338,508)
divider xyxy=(1218,1181,1552,1182)
pilsner-heading: Pilsner Produktenbörse. xyxy=(895,1449,1108,1466)
berliner-schluss-table xyxy=(833,267,1170,885)
table-cell: 24.30 xyxy=(364,523,398,537)
table-cell: Budapest xyxy=(103,580,158,594)
devisen-row xyxy=(101,423,451,437)
table-cell: 878.— xyxy=(303,380,338,393)
devisen-row xyxy=(101,480,451,494)
table-cell: 132.65 xyxy=(357,437,398,451)
zucker-row xyxy=(833,1345,1170,1359)
table-cell: 59.15 xyxy=(252,509,287,522)
devisen-row xyxy=(101,408,451,423)
table-cell: 18.0 xyxy=(1141,1359,1169,1373)
table-cell: 898.75 xyxy=(357,408,398,422)
getreide-heading: Getreide und Mehl. xyxy=(1300,500,1470,517)
table-cell: Wien xyxy=(103,552,130,565)
table-cell: 33.87 xyxy=(415,752,450,766)
devisen-zuerich-text: Zürich, 2. Feber. Paris 20.45, London 25.21.12, New York Kabel 519.75, Brüssel 72.30, Rom 22.17.50, Madrid 87.85, Amsterdam 207.96.25, Berlin 123.17.50, Wien 73.33.75, Stockholm 138.70, Oslo 134.57.50, Kopenhagen 138.45, Sofia 3.75, Prag 15.39.50, Warschau 57.75, Budapest 90.86.25, Belgrad 9.13.75, Athen 6.90, Konstantinopel 2.63.75, Bukarest 2.81.25, Helsingfors 13.10, Buenos Aires Kabel 214.75. London, 2. Feber. (Schluß.) Prag 163.75 behauptet, New York 4.80 ruhig, Montreal 4.85.25 behauptet, Amsterdam 12.14 ruhig, Paris 123.81.25 behauptet, Brüssel 34.88.25 behauptet, Rom 113.69.37 behauptet, Berlin 20.45.50 ruhig, Zürich 25.28.50 ruhig, Madrid 28.91 fest, Kopenhagen 18.20 ruhig, Stockholm 18.17.75 ruhig, Oslo 18.77 fest, Lissabon 2.53 behauptet, Helsingfors 192.55 behauptet, Wien 34.49 behauptet, Budapest 27.76 fest, Warschau 43.30 behauptet, Konstantinopel 9.60, Sofia 67.3 fest, Bukarest 891 behauptet, Athen 369 behauptet, Buenos Aires 46.16.87 behauptet, Rio de Janeiro 5.84.37 behauptet, Alexandrien 97.50 behauptet, Hongkong 2.1.62, Shanghai 2.5.75 ruhig, Yokohama 1.11 ruhig, Mexiko 23.— nom., Montevideo 50.— behauptet, Valparaíso 39.77 behauptet. xyxy=(101,1227,451,1451)
table-cell: Berlin xyxy=(103,351,144,365)
devisen-prag-heading: Devisenkurse an der Prager Börse. xyxy=(105,287,448,308)
table-cell: Montevideo xyxy=(103,652,171,665)
table-cell: 648.50 xyxy=(245,623,287,637)
table-cell: 18.3 xyxy=(1041,1388,1069,1402)
devisen-row xyxy=(101,637,451,652)
table-cell xyxy=(1070,1345,1170,1359)
table-cell: 33.61 xyxy=(364,466,398,479)
table-cell: 59.65 xyxy=(303,509,338,522)
table-cell: Amsterdam xyxy=(103,337,164,350)
table-cell: 650.62 xyxy=(408,365,450,379)
column-2 xyxy=(473,101,815,2192)
devisen-heading: Devisen. xyxy=(234,1203,318,1224)
column-rule xyxy=(824,101,825,2192)
